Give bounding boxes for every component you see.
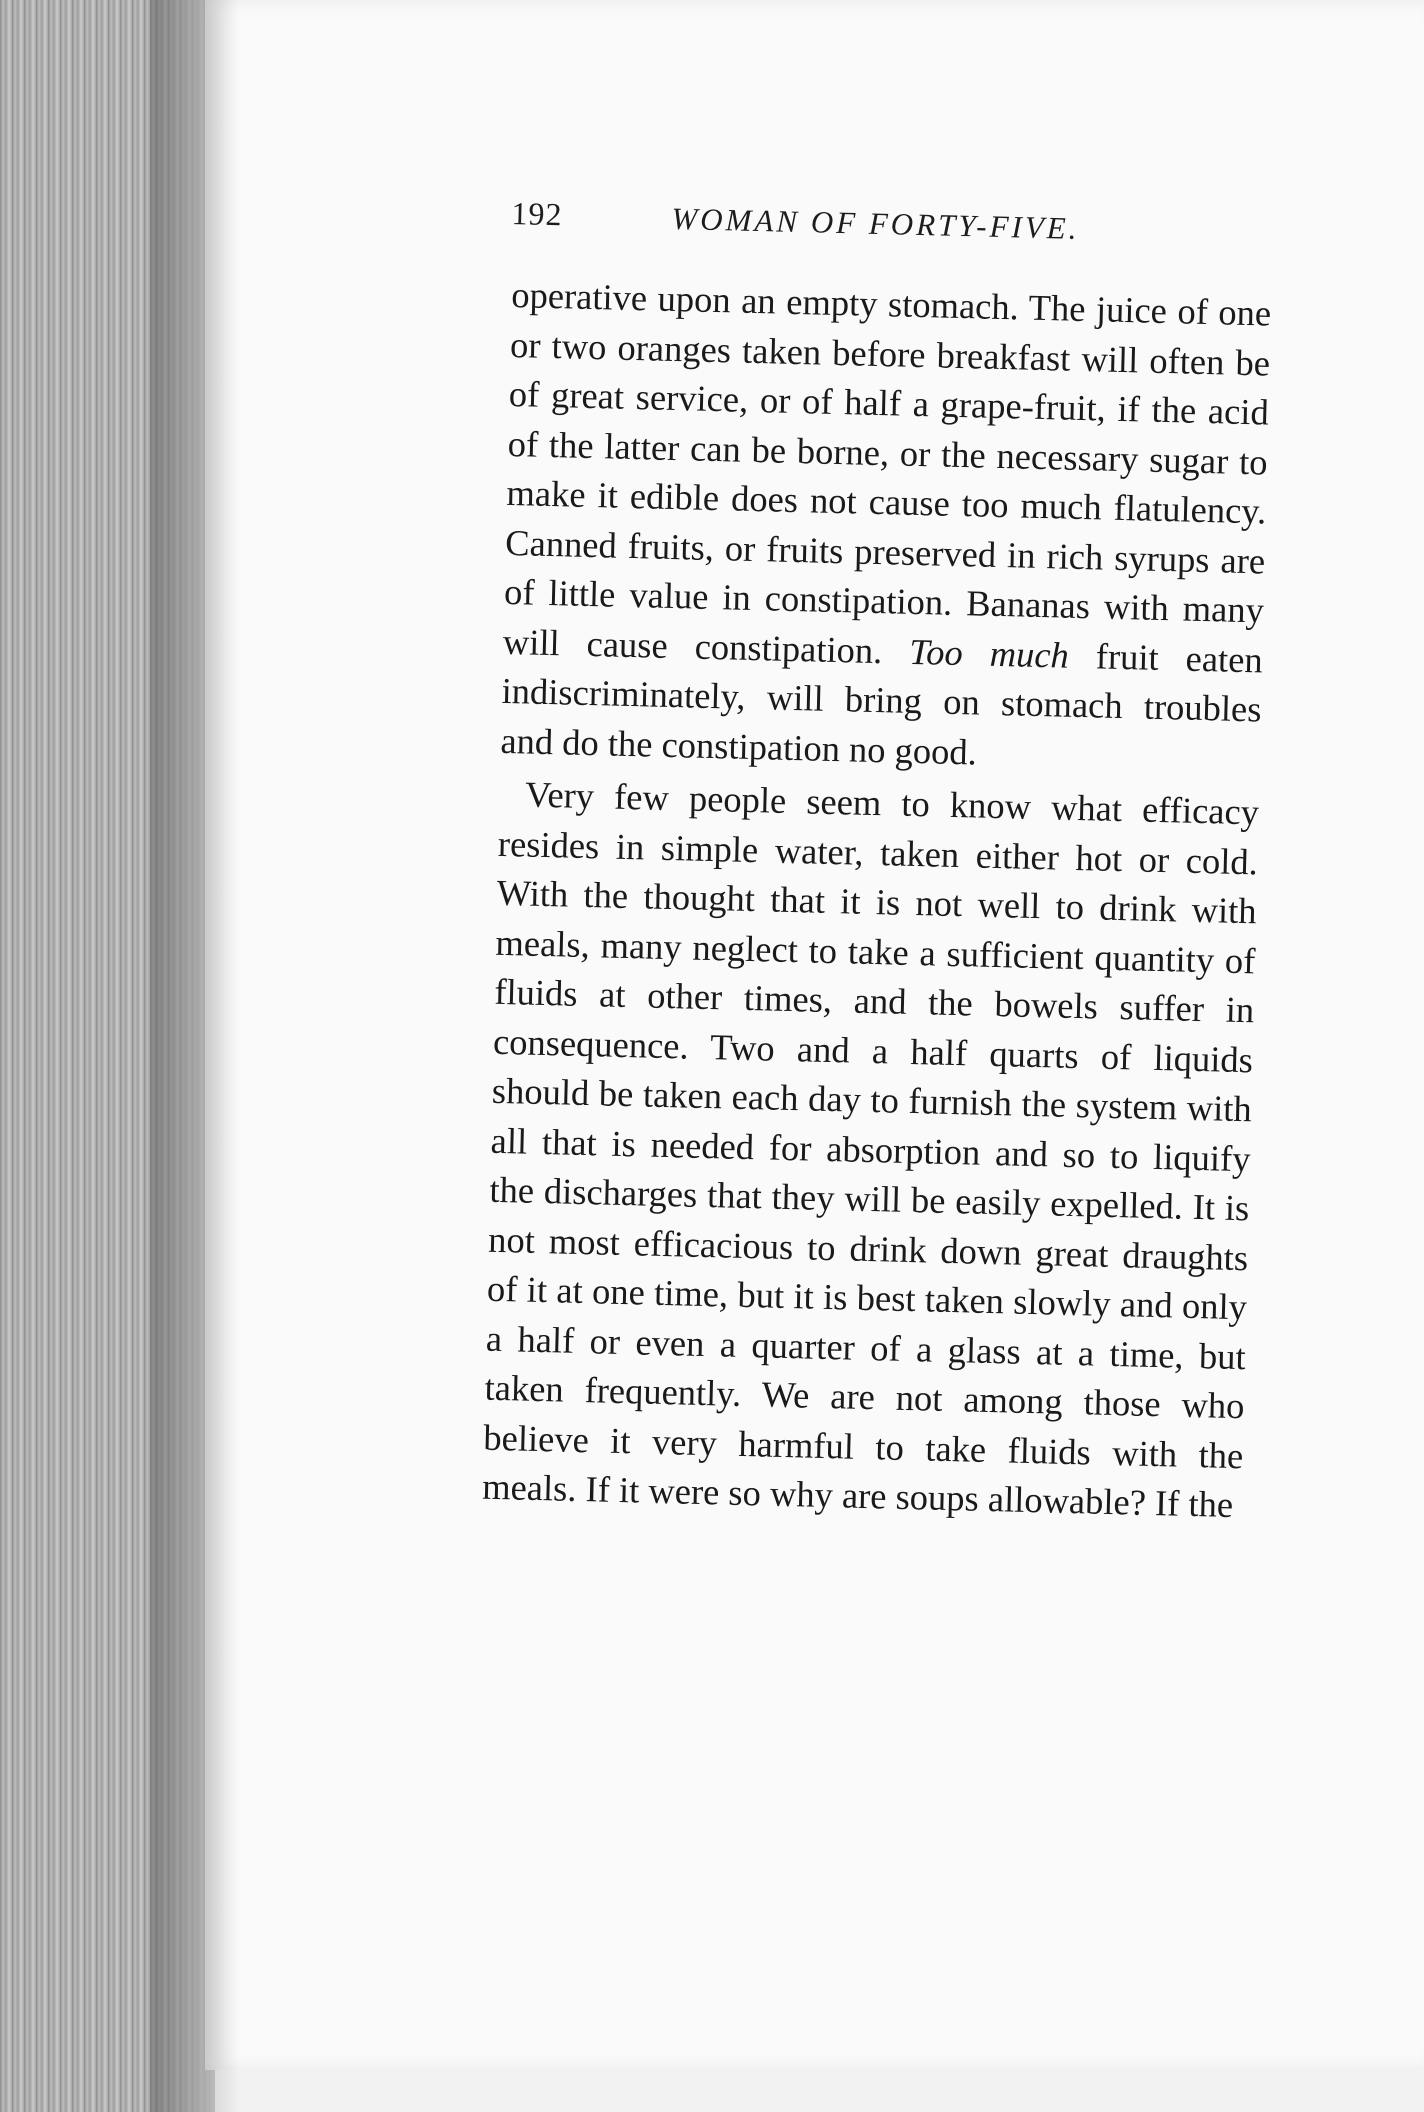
paragraph-1-intro: operative upon an empty stomach. The juice of one or two oranges taken before breakfast will often be of great service, or of half a grape-fruit, if the acid of the latter can be borne, or the necessary sugar to make it edible does not cause too much flatulency. Canned fruits, or fruits preserved in rich syrups are of little value in constipation. Bananas with many will cause constipation. <box>502 273 1272 672</box>
paragraph-2: Very few people seem to know what efficacy resides in simple water, taken either hot or cold. With the thought that it is not well to drink with meals, many neglect to take a sufficient quantity of fluids at other times, and the bowels suffer in consequence. Two and a half quarts of liquids should be taken each day to furnish the system with all that is needed for absorption and so to liquify the discharges that they will be easily expelled. It is not most efficacious to drink down great draughts of it at one time, but it is best taken slowly and only a half or even a quarter of a glass at a time, but taken frequently. We are not among those who believe it very harmful to take fluids with the meals. If it were so why are soups allowable? If the <box>481 773 1260 1525</box>
page-number: 192 <box>511 195 563 233</box>
paragraph-1-emphasis: Too much <box>908 630 1070 676</box>
paragraph-1 <box>500 270 1272 783</box>
paragraph-1-rest: fruit eaten indiscriminately, will bring on stomach troubles and do the constipation no good. <box>500 634 1264 772</box>
body-text <box>482 270 1272 1530</box>
gutter-shadow <box>150 0 240 2112</box>
running-title: WOMAN OF FORTY-FIVE. <box>671 200 1080 246</box>
